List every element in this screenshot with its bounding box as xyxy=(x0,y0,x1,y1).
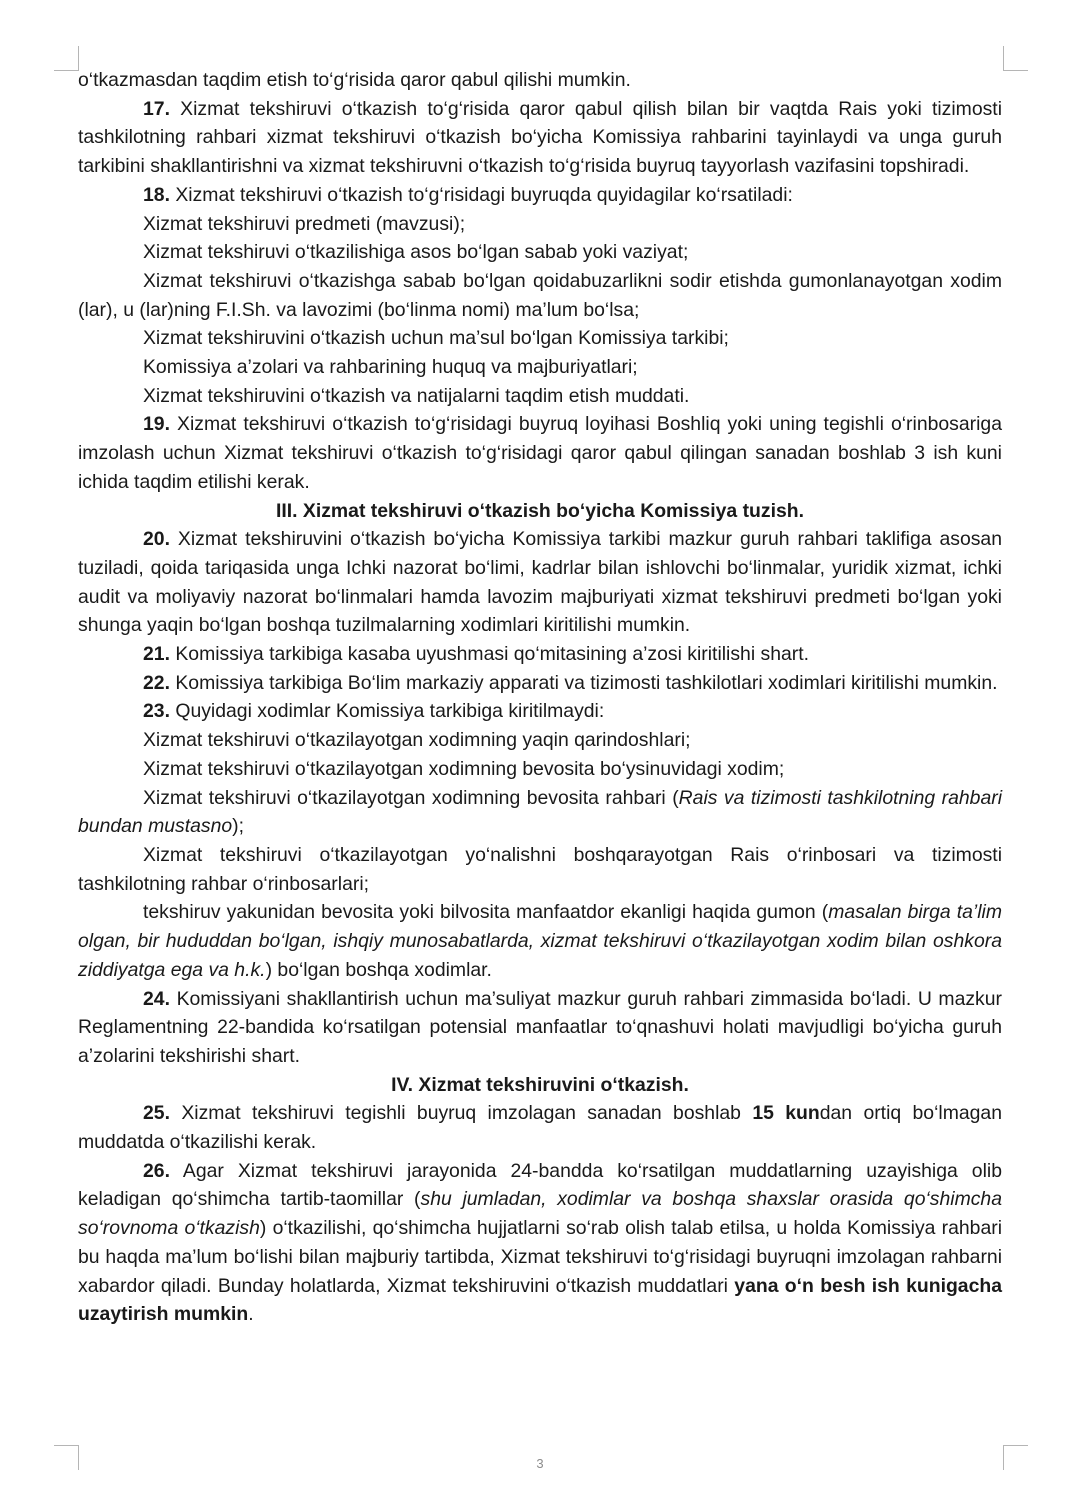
list-item: Xizmat tekshiruvi o‘tkazilishiga asos bo‘lgan sabab yoki vaziyat; xyxy=(143,241,689,264)
paragraph-26-text: ) o‘tkazilishi, qo‘shimcha hujjatlarni so‘rab olish talab etilsa, u holda Komissiya rahbari bu haqda ma’lum bo‘lishi bilan majburiy tartibda, Xizmat tekshiruvi to‘g‘risidagi buyruqni imzolagan rahbarni xabardor qiladi. Bunday holatlarda, Xizmat tekshiruvini o‘tkazish muddatlari xyxy=(78,1217,1003,1297)
list-item: Xizmat tekshiruvi predmeti (mavzusi); xyxy=(143,212,466,235)
paragraph-21-text: Komissiya tarkibiga kasaba uyushmasi qo‘mitasining a’zosi kiritilishi shart. xyxy=(169,643,810,666)
list-item-text: ); xyxy=(232,815,245,838)
paragraph-22 xyxy=(78,669,1002,698)
italic-note: masalan birga ta’lim olgan, bir hududdan bo‘lgan, ishqiy munosabatlarda, xizmat tekshiruvi o‘tkazilayotgan xodim bilan oshkora ziddiyatga ega va h.k. xyxy=(78,901,1002,981)
paragraph-22-text: Komissiya tarkibiga Bo‘lim markaziy apparati va tizimosti tashkilotlari xodimlari kiritilishi mumkin. xyxy=(169,671,998,694)
extension-bold: yana o‘n besh ish kunigacha uzaytirish mumkin xyxy=(78,1274,1002,1326)
item-number-20: 20. xyxy=(143,528,170,551)
item-number-26: 26. xyxy=(143,1159,170,1182)
paragraph-17 xyxy=(78,95,1002,181)
paragraph-19-text: Xizmat tekshiruvi o‘tkazish to‘g‘risidagi buyruq loyihasi Boshliq yoki uning tegishli o‘rinbosariga imzolash uchun Xizmat tekshiruvi o‘tkazish to‘g‘risidagi qaror qabul qilingan sanadan boshlab 3 ish kuni ichida taqdim etilishi kerak. xyxy=(78,413,1002,493)
section-heading-3: III. Xizmat tekshiruvi o‘tkazish bo‘yicha Komissiya tuzish. xyxy=(275,499,804,522)
paragraph-24 xyxy=(78,985,1002,1071)
list-item: Komissiya a’zolari va rahbarining huquq va majburiyatlari; xyxy=(143,356,638,379)
paragraph-26 xyxy=(78,1157,1002,1329)
list-item: Xizmat tekshiruvi o‘tkazilayotgan xodimning bevosita bo‘ysinuvidagi xodim; xyxy=(143,757,785,780)
item-number-21: 21. xyxy=(143,643,170,666)
page-number: 3 xyxy=(536,1456,544,1471)
list-item-text: Xizmat tekshiruvi o‘tkazilayotgan xodimning bevosita rahbari ( xyxy=(143,786,679,809)
paragraph-24-text: Komissiyani shakllantirish uchun ma’suliyat mazkur guruh rahbari zimmasida bo‘ladi. U mazkur Reglamentning 22-bandida ko‘rsatilgan potensial manfaatlar to‘qnashuvi holati mavjudligi bo‘yicha guruh a’zolarini tekshirishi shart. xyxy=(78,987,1002,1067)
paragraph-25-text: dan ortiq bo‘lmagan muddatda o‘tkazilishi kerak. xyxy=(78,1102,1002,1154)
paragraph-20-text: Xizmat tekshiruvini o‘tkazish bo‘yicha Komissiya tarkibi mazkur guruh rahbari taklifiga asosan tuziladi, qoida tariqasida unga Ichki nazorat bo‘limi, kadrlar bilan ishlovchi bo‘linmalar, yuridik xizmat, ichki audit va moliyaviy nazorat bo‘linmalari hamda lavozim majburiyati xizmat tekshiruvi predmeti bo‘lgan yoki shunga yaqin bo‘lgan boshqa tuzilmalarning xodimlari kiritilishi mumkin. xyxy=(78,528,1002,637)
paragraph-20 xyxy=(78,525,1002,640)
list-item: Xizmat tekshiruvi o‘tkazilayotgan yo‘nalishni boshqarayotgan Rais o‘rinbosari va tizimosti tashkilotning rahbar o‘rinbosarlari; xyxy=(78,843,1002,895)
paragraph-26-text: . xyxy=(248,1303,254,1326)
paragraph-19 xyxy=(78,410,1002,496)
paragraph-23-text: Quyidagi xodimlar Komissiya tarkibiga kiritilmaydi: xyxy=(169,700,605,723)
document-page xyxy=(78,66,1002,1329)
list-item: Xizmat tekshiruvini o‘tkazish uchun ma’sul bo‘lgan Komissiya tarkibi; xyxy=(143,327,729,350)
paragraph-17-text: Xizmat tekshiruvi o‘tkazish to‘g‘risida qaror qabul qilish bilan bir vaqtda Rais yoki tizimosti tashkilotning rahbari xizmat tekshiruvi o‘tkazish bo‘yicha Komissiya rahbarini tayinlaydi va unga guruh tarkibini shakllantirishni va xizmat tekshiruvni o‘tkazish to‘g‘risida buyruq tayyorlash vazifasini topshiradi. xyxy=(78,97,1002,178)
deadline-bold: 15 kun xyxy=(752,1102,820,1125)
item-number-25: 25. xyxy=(143,1102,170,1125)
list-item: Xizmat tekshiruvi o‘tkazishga sabab bo‘lgan qoidabuzarlikni sodir etishda gumonlanayotgan xodim (lar), u (lar)ning F.I.Sh. va lavozimi (bo‘linma nomi) ma’lum bo‘lsa; xyxy=(78,269,1002,321)
section-heading-4: IV. Xizmat tekshiruvini o‘tkazish. xyxy=(391,1073,689,1096)
list-item xyxy=(78,898,1002,984)
paragraph-26-text: Agar Xizmat tekshiruvi jarayonida 24-bandda ko‘rsatilgan muddatlarning uzayishiga olib keladigan qo‘shimcha tartib-taomillar ( xyxy=(78,1159,1002,1211)
list-item: Xizmat tekshiruvini o‘tkazish va natijalarni taqdim etish muddati. xyxy=(143,384,690,407)
paragraph-23 xyxy=(78,697,1002,726)
list-item-text: tekshiruv yakunidan bevosita yoki bilvosita manfaatdor ekanligi haqida gumon ( xyxy=(143,901,829,924)
italic-note: Rais va tizimosti tashkilotning rahbari bundan mustasno xyxy=(78,786,1002,838)
italic-note: shu jumladan, xodimlar va boshqa shaxslar orasida qo‘shimcha so‘rovnoma o‘tkazish xyxy=(78,1188,1002,1240)
item-number-24: 24. xyxy=(143,987,170,1010)
paragraph-25-text: Xizmat tekshiruvi tegishli buyruq imzolagan sanadan boshlab xyxy=(169,1102,753,1125)
list-item-text: ) bo‘lgan boshqa xodimlar. xyxy=(265,958,492,981)
item-number-19: 19. xyxy=(143,413,170,436)
item-number-17: 17. xyxy=(143,97,170,120)
paragraph-continuation: o‘tkazmasdan taqdim etish to‘g‘risida qaror qabul qilishi mumkin. xyxy=(78,69,631,91)
paragraph-18 xyxy=(78,181,1002,210)
item-number-23: 23. xyxy=(143,700,170,723)
list-item xyxy=(78,784,1002,841)
crop-mark-top-left xyxy=(54,46,79,71)
item-number-18: 18. xyxy=(143,183,170,206)
list-item: Xizmat tekshiruvi o‘tkazilayotgan xodimning yaqin qarindoshlari; xyxy=(143,729,691,752)
item-number-22: 22. xyxy=(143,671,170,694)
paragraph-18-text: Xizmat tekshiruvi o‘tkazish to‘g‘risidagi buyruqda quyidagilar ko‘rsatiladi: xyxy=(169,183,793,206)
paragraph-25 xyxy=(78,1099,1002,1156)
crop-mark-top-right xyxy=(1003,46,1028,71)
paragraph-21 xyxy=(78,640,1002,669)
